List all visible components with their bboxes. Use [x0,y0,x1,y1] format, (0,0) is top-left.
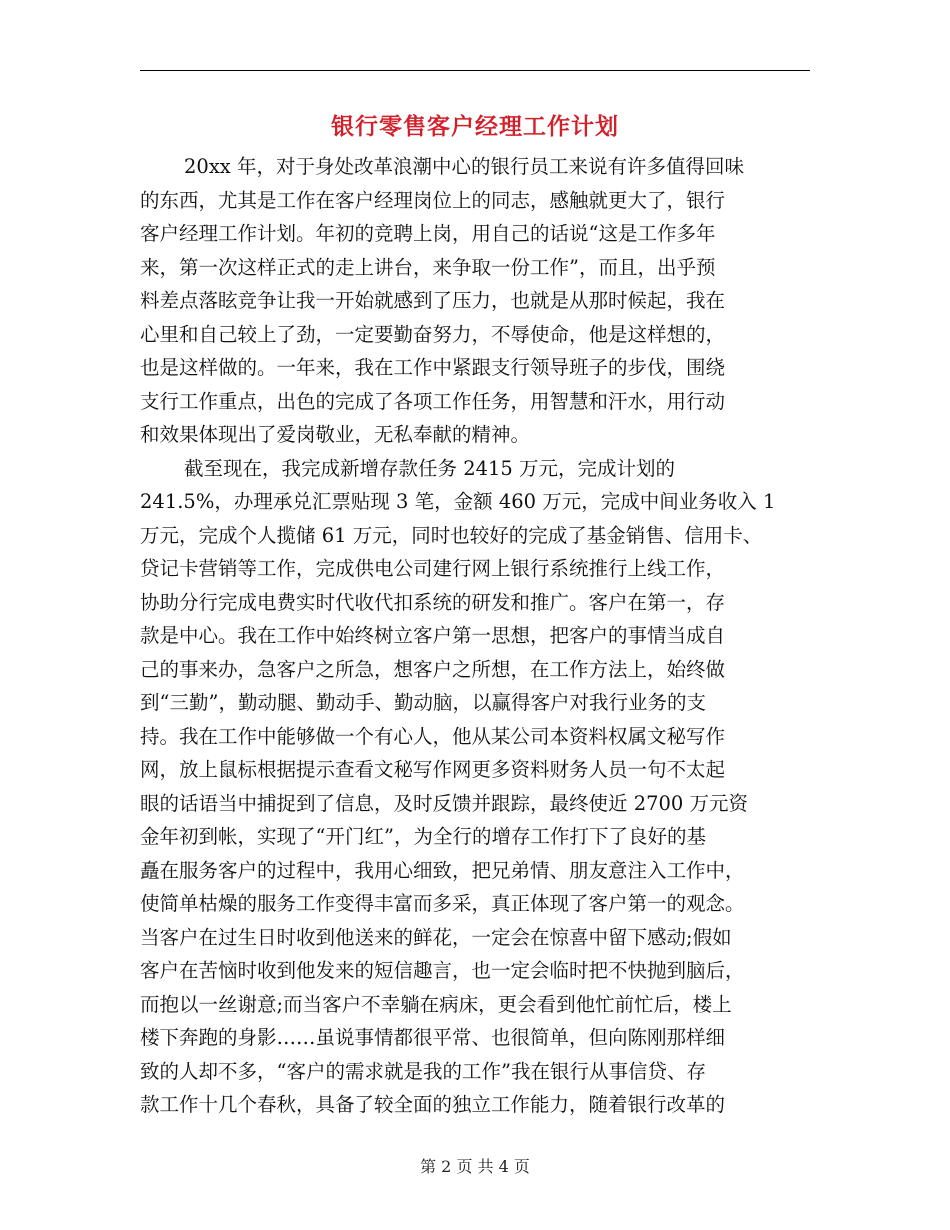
text-line: 20xx 年，对于身处改革浪潮中心的银行员工来说有许多值得回味 [184,155,745,178]
text-line: 和效果体现出了爱岗敬业，无私奉献的精神。 [140,423,531,446]
text-line: 网，放上鼠标根据提示查看文秘写作网更多资料财务人员一句不太起 [140,758,726,781]
text-line: 金年初到帐，实现了“开门红”，为全行的增存工作打下了良好的基 [140,825,706,848]
text-line: 客户在苦恼时收到他发来的短信趣言，也一定会临时把不快抛到脑后， [140,959,745,982]
page-footer: 第 2 页 共 4 页 [420,1157,530,1176]
text-line: 支行工作重点，出色的完成了各项工作任务，用智慧和汗水，用行动 [140,389,726,413]
text-line: 料差点落眩竞争让我一开始就感到了压力，也就是从那时候起，我在 [140,289,726,312]
text-line: 也是这样做的。一年来，我在工作中紧跟支行领导班子的步伐，围绕 [140,356,726,379]
text-line: 眼的话语当中捕捉到了信息，及时反馈并跟踪，最终使近 2700 万元资 [140,791,749,815]
text-line: 241.5%，办理承兑汇票贴现 3 笔，金额 460 万元，完成中间业务收入 1 [140,490,776,513]
text-line: 截至现在，我完成新增存款任务 2415 万元，完成计划的 [184,456,676,480]
text-line: 使简单枯燥的服务工作变得丰富而多采，真正体现了客户第一的观念。 [140,892,745,915]
text-line: 当客户在过生日时收到他送来的鲜花，一定会在惊喜中留下感动;假如 [140,925,732,949]
text-line: 楼下奔跑的身影……虽说事情都很平常、也很简单，但向陈刚那样细 [140,1026,726,1049]
text-line: 客户经理工作计划。年初的竞聘上岗，用自己的话说“这是工作多年 [140,222,716,245]
header-rule [140,70,810,71]
text-line: 款是中心。我在工作中始终树立客户第一思想，把客户的事情当成自 [140,624,726,647]
text-line: 心里和自己较上了劲，一定要勤奋努力，不辱使命，他是这样想的， [140,322,726,346]
document-title: 银行零售客户经理工作计划 [331,113,619,140]
document-body [140,150,820,1122]
text-line: 的东西，尤其是工作在客户经理岗位上的同志，感触就更大了，银行 [140,188,726,212]
text-line: 而抱以一丝谢意;而当客户不幸躺在病床，更会看到他忙前忙后，楼上 [140,992,732,1016]
text-line: 万元，完成个人揽储 61 万元，同时也较好的完成了基金销售、信用卡、 [140,523,763,547]
text-line: 持。我在工作中能够做一个有心人，他从某公司本资料权属文秘写作 [140,724,726,748]
text-line: 款工作十几个春秋，具备了较全面的独立工作能力，随着银行改革的 [140,1093,726,1116]
text-line: 贷记卡营销等工作，完成供电公司建行网上银行系统推行上线工作， [140,557,726,580]
text-line: 协助分行完成电费实时代收代扣系统的研发和推广。客户在第一，存 [140,590,726,614]
text-line: 到“三勤”，勤动腿、勤动手、勤动脑，以赢得客户对我行业务的支 [140,691,706,714]
text-line: 来，第一次这样正式的走上讲台，来争取一份工作”，而且，出乎预 [140,255,716,279]
text-line: 己的事来办，急客户之所急，想客户之所想，在工作方法上，始终做 [140,657,726,681]
text-line: 矗在服务客户的过程中，我用心细致，把兄弟情、朋友意注入工作中， [140,858,745,882]
text-line: 致的人却不多，“客户的需求就是我的工作”我在银行从事信贷、存 [140,1059,706,1083]
